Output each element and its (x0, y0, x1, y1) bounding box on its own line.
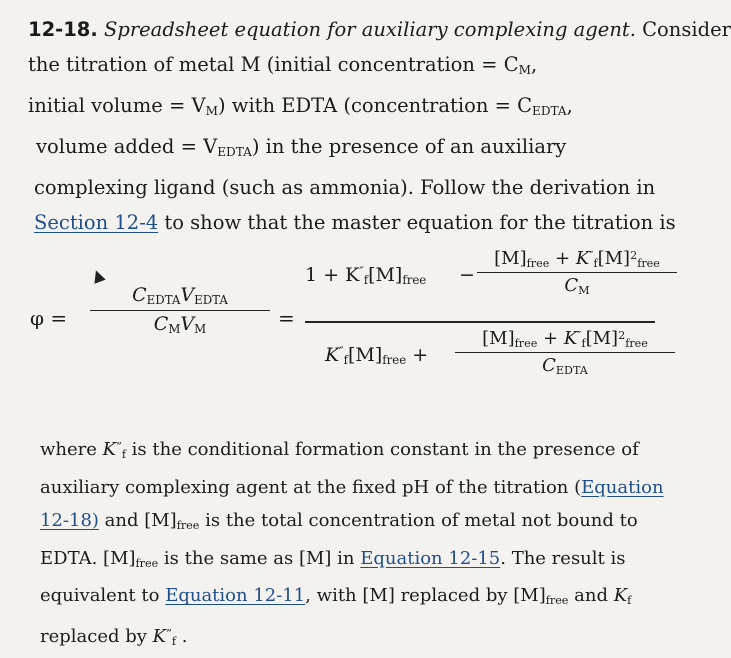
problem-title: Spreadsheet equation for auxiliary complexing agent. (103, 18, 636, 41)
problem-line-1 (28, 12, 731, 47)
explanation-line-2: auxiliary complexing agent at the fixed pH of the titration (Equation (40, 476, 664, 498)
rhs-numerator-term: $1 + K''_f[M]_{free}$ (305, 264, 427, 287)
minus-sign: − (459, 264, 475, 286)
fraction-bar (90, 310, 270, 312)
equation-12-18-link-cont[interactable]: 12-18) (40, 509, 99, 531)
problem-number: 12-18. (28, 18, 98, 41)
problem-statement (28, 12, 731, 240)
problem-text: Consider (642, 18, 731, 41)
inner-fraction-top: $[M]_{free} + K''_f[M]^2_{free}$ $C_M$ (477, 248, 677, 297)
equation-12-18-link[interactable]: Equation (581, 476, 664, 498)
lhs-numerator: $C_{EDTA}V_{EDTA}$ (132, 284, 228, 307)
equation-12-11-link[interactable]: Equation 12-11 (165, 585, 306, 607)
explanation-line-5: equivalent to Equation 12-11, with [M] replaced by $[M]_{free}$ and $K_f$ (40, 585, 632, 608)
main-fraction-bar (305, 321, 655, 323)
master-equation (30, 248, 670, 398)
rhs-denominator-term: $K''_f[M]_{free}$ + (325, 344, 429, 367)
explanation-line-4: EDTA. $[M]_{free}$ is the same as [M] in Equation 12-15. The result is (40, 547, 626, 570)
problem-line-3: initial volume = $V_M$) with EDTA (concentration = $C_{EDTA}$, (28, 94, 573, 119)
inner-fraction-bottom: $[M]_{free} + K''_f[M]^2_{free}$ $C_{EDTA}$ (455, 328, 675, 377)
equation-12-15-link[interactable]: Equation 12-15 (360, 547, 501, 569)
inner-fraction-bar (477, 272, 677, 274)
lhs-fraction (90, 284, 270, 336)
problem-line-6: Section 12-4 to show that the master equation for the titration is (34, 211, 676, 235)
explanation-paragraph (40, 430, 665, 658)
problem-line-5: complexing ligand (such as ammonia). Follow the derivation in (34, 176, 656, 200)
lhs-denominator: $C_MV_M$ (153, 313, 207, 337)
explanation-line-6: replaced by $K^”_f$ . (40, 626, 188, 648)
explanation-line-3: 12-18) and $[M]_{free}$ is the total concentration of metal not bound to (40, 509, 638, 532)
explanation-line-1: where $K^”_f$ is the conditional formation constant in the presence of (40, 439, 639, 461)
equals-sign: = (278, 306, 295, 330)
phi-equals: φ = (30, 306, 68, 330)
problem-line-4: volume added = $V_{EDTA}$) in the presence of an auxiliary (36, 135, 567, 160)
inner-fraction-bar (455, 352, 675, 354)
problem-line-2: the titration of metal M (initial concentration = $C_M$, (28, 53, 538, 78)
section-12-4-link[interactable]: Section 12-4 (34, 211, 159, 235)
